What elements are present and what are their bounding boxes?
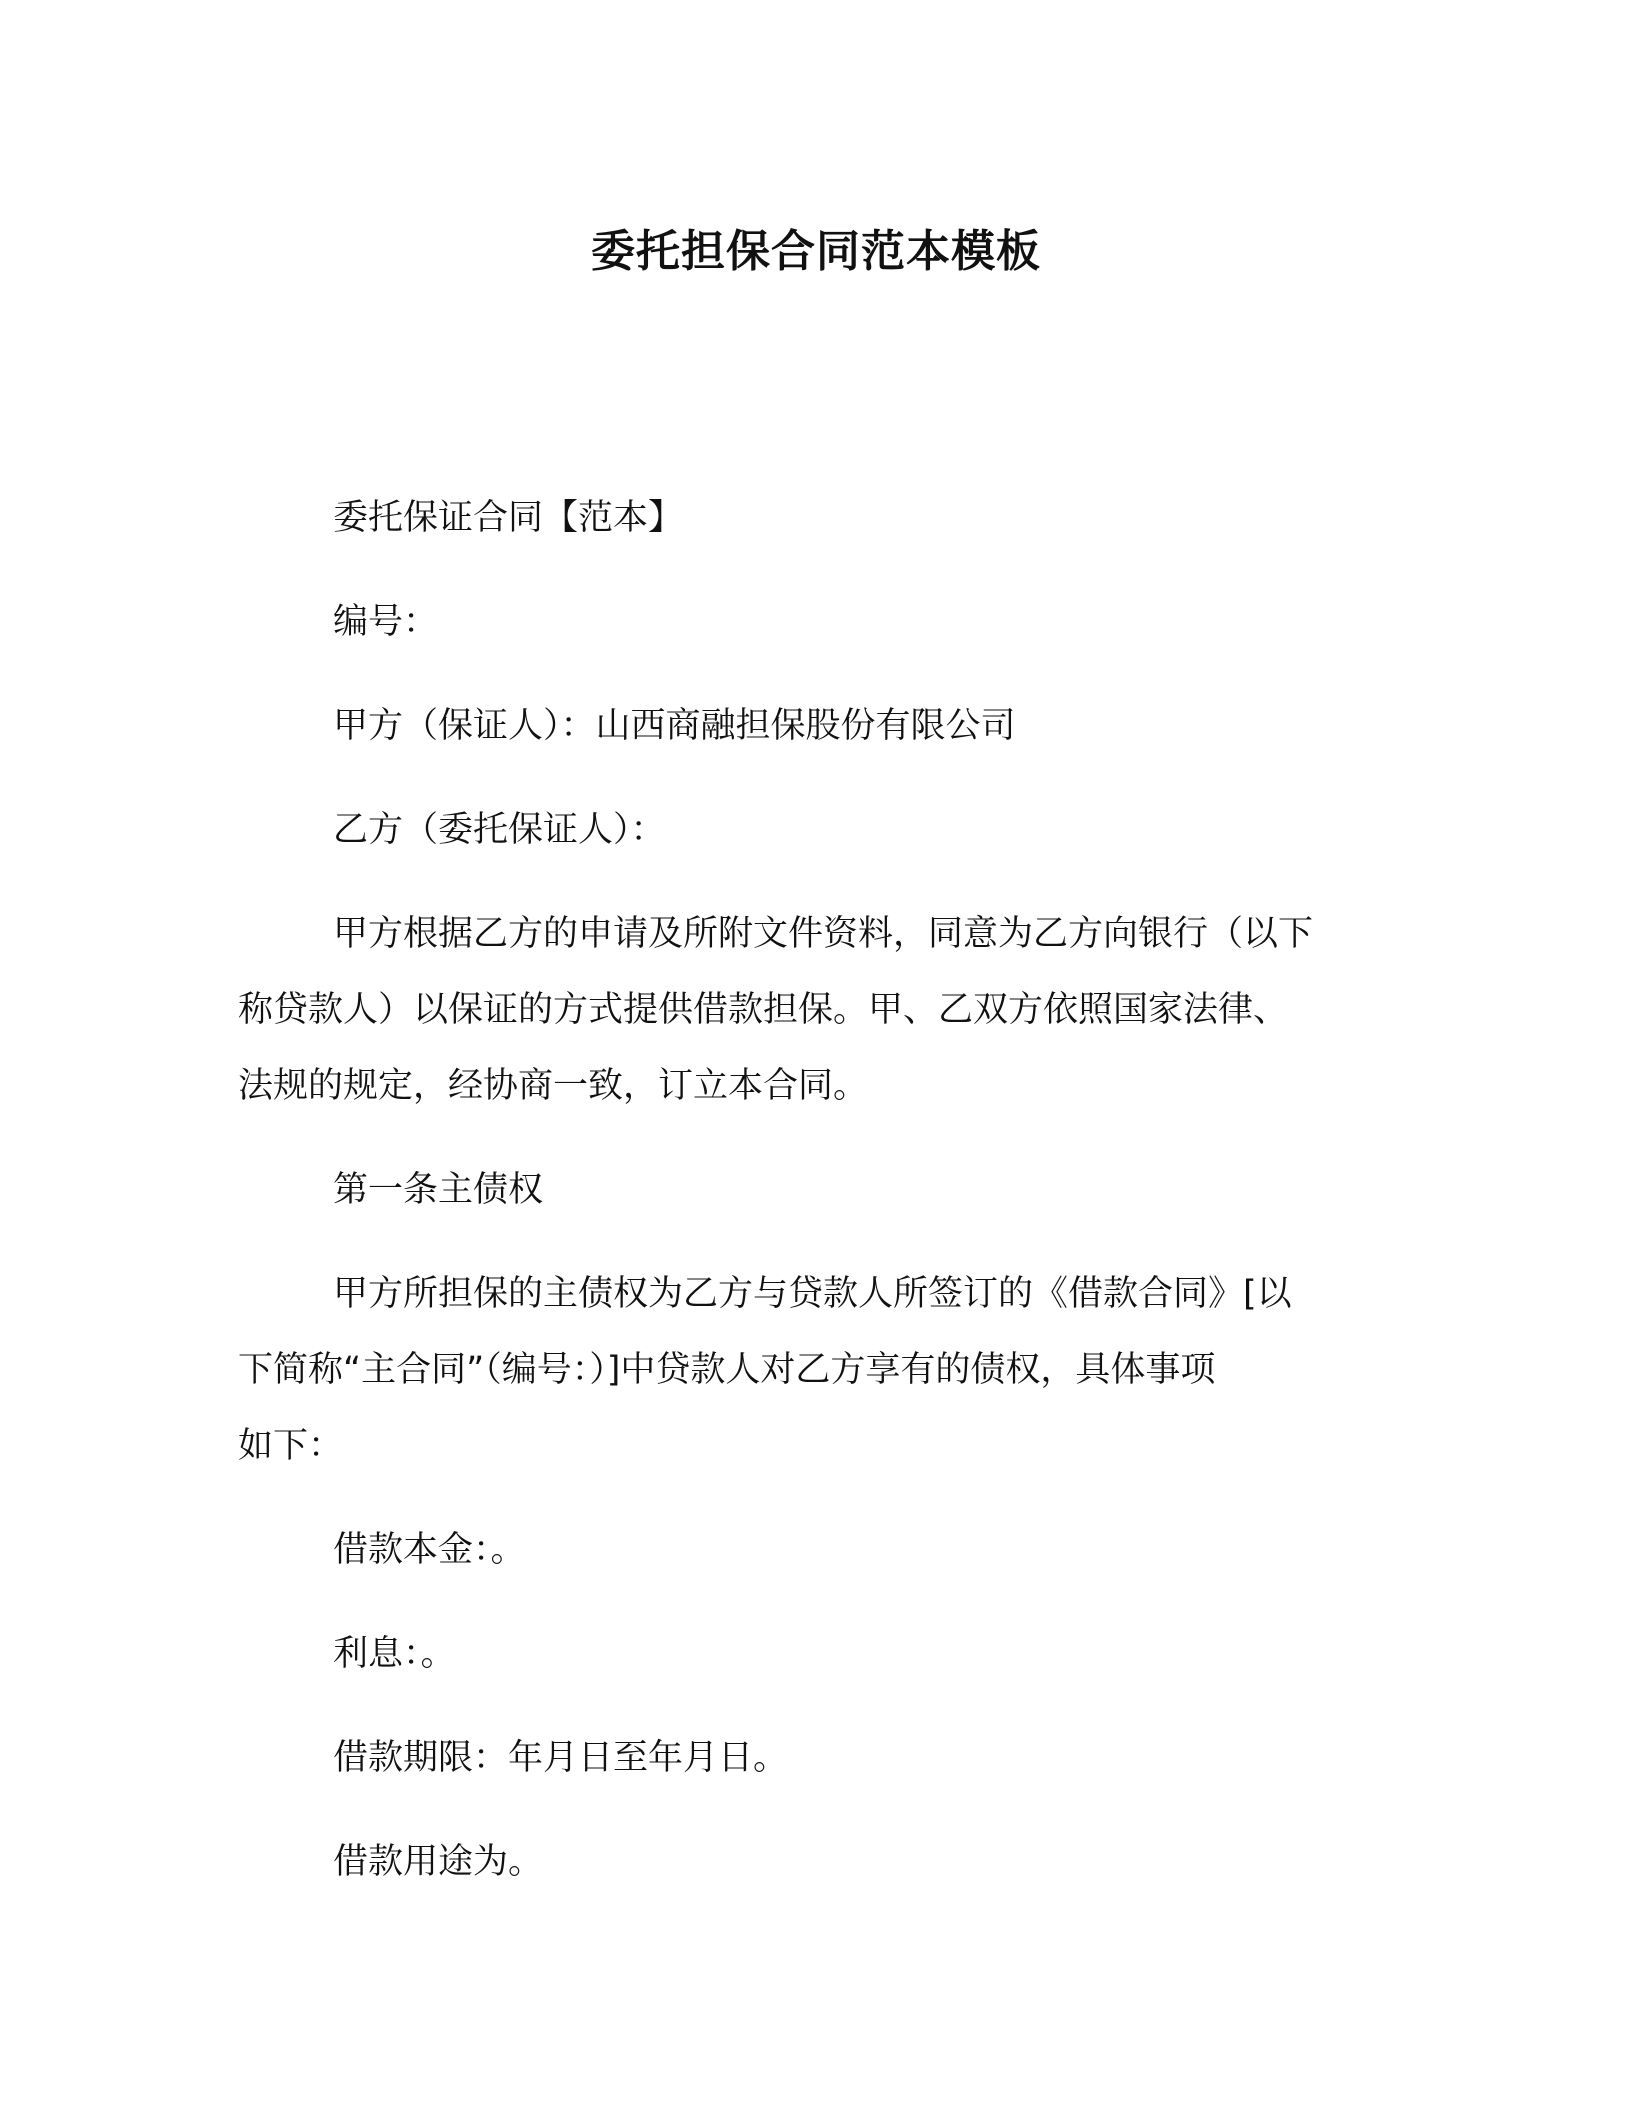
interest-line: 利息：。: [333, 1634, 456, 1674]
party-b-line: 乙方（委托保证人）：: [333, 810, 666, 850]
article-1-line-2: 下简称“主合同”（编号：）]中贷款人对乙方享有的债权，具体事项: [238, 1350, 1216, 1390]
loan-term-line: 借款期限：年月日至年月日。: [333, 1738, 789, 1778]
preamble-line-1: 甲方根据乙方的申请及所附文件资料，同意为乙方向银行（以下: [333, 914, 1314, 954]
article-1-line-3: 如下：: [238, 1426, 344, 1466]
document-title: 委托担保合同范本模板: [591, 226, 1041, 277]
loan-purpose-line: 借款用途为。: [333, 1842, 544, 1882]
article-1-line-1: 甲方所担保的主债权为乙方与贷款人所签订的《借款合同》[以: [333, 1274, 1292, 1314]
preamble-line-2: 称贷款人）以保证的方式提供借款担保。甲、乙双方依照国家法律、: [238, 990, 1289, 1030]
article-1-heading: 第一条主债权: [333, 1170, 544, 1210]
loan-principal-line: 借款本金：。: [333, 1530, 526, 1570]
preamble-line-3: 法规的规定，经协商一致，订立本合同。: [238, 1066, 869, 1106]
contract-number-label: 编号：: [333, 602, 439, 642]
contract-subtitle: 委托保证合同【范本】: [333, 498, 684, 538]
party-a-line: 甲方（保证人）：山西商融担保股份有限公司: [333, 706, 1016, 746]
